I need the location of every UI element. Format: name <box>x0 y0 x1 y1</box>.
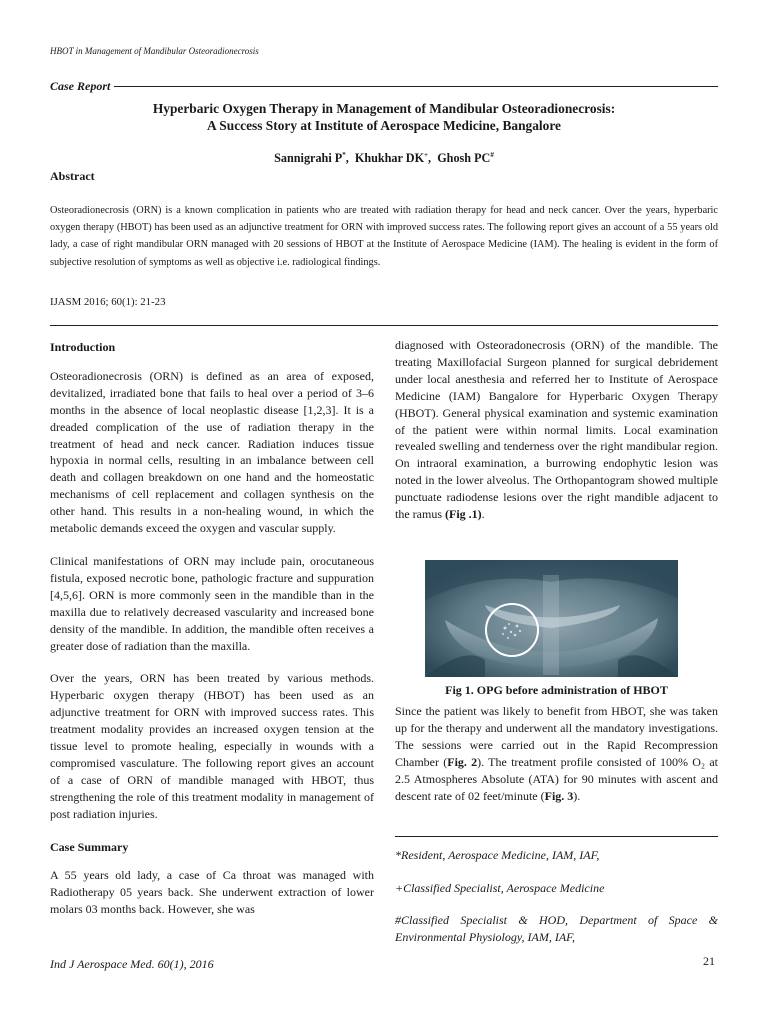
author-3: Ghosh PC <box>437 151 491 166</box>
intro-paragraph-2: Clinical manifestations of ORN may include pain, orocutaneous fistula, exposed necrotic bone, pathologic fracture and suppuration [4,5,6]. ORN is more commonly seen in the mandible than in the maxilla due to relatively decreased vascularity and increased bone density of the mandible. In addition, the mandible often receives a greater dose of radiation than the maxilla. <box>50 553 374 653</box>
right-paragraph-1 <box>395 337 718 523</box>
footnote-rule <box>395 836 718 837</box>
author-1-mark: * <box>342 151 346 159</box>
figure-caption: Fig 1. OPG before administration of HBOT <box>445 683 668 697</box>
right-paragraph-2c: ). <box>573 788 581 803</box>
intro-heading: Introduction <box>50 340 116 354</box>
right-column-lower <box>395 703 718 820</box>
fig3-ref: Fig. 3 <box>544 788 574 803</box>
intro-paragraph-3: Over the years, ORN has been treated by various methods. Hyperbaric oxygen therapy (HBOT) has been used as an adjunctive treatment for ORN with improved success rates. This treatment modality provides an increased oxygen tension at the tissue level to promote healing, especially in wounds with a compromised vasculature. The following report gives an account of a case of ORN of mandible managed with HBOT, thus strengthening the role of this treatment modality in management of post radiation injuries. <box>50 671 374 821</box>
right-paragraph-2a: Since the patient was likely to benefit from HBOT, she was taken up for the therapy and underwent all the mandatory investigations. The sessions were carried out in the Rapid Recompression Chamber ( <box>395 704 718 769</box>
fig2-ref: Fig. 2 <box>447 754 478 769</box>
author-list <box>50 151 718 166</box>
running-head: HBOT in Management of Mandibular Osteoradionecrosis <box>50 46 259 56</box>
section-label: Case Report <box>50 79 114 94</box>
author-2-mark: + <box>424 151 429 159</box>
abstract-text: Osteoradionecrosis (ORN) is a known complication in patients who are treated with radiation therapy for head and neck cancer. Over the years, hyperbaric oxygen therapy (HBOT) has been used as an adjunctive treatment for ORN with improved success rates. The following report gives an account of a 55 years old lady, a case of right mandibular ORN managed with 20 sessions of HBOT at the Institute of Aerospace Medicine (IAM). The healing is evident in the form of subjective resolution of symptoms as well as objective i.e. radiological findings. <box>50 205 718 268</box>
right-paragraph-1-end: . <box>481 507 485 522</box>
footnote-1: *Resident, Aerospace Medicine, IAM, IAF, <box>395 848 600 862</box>
author-3-mark: # <box>490 151 494 159</box>
footnote-2: +Classified Specialist, Aerospace Medicine <box>395 880 605 895</box>
case-heading: Case Summary <box>50 839 129 854</box>
author-2: Khukhar DK <box>354 151 425 166</box>
title-line-1: Hyperbaric Oxygen Therapy in Management of Mandibular Osteoradionecrosis: <box>152 101 616 116</box>
abstract-rule <box>50 325 718 326</box>
radiograph-image <box>425 560 678 677</box>
citation: IJASM 2016; 60(1): 21-23 <box>50 296 166 308</box>
header-rule <box>50 86 718 87</box>
left-column <box>50 339 374 934</box>
author-sep-1: , <box>345 151 349 166</box>
abstract-heading: Abstract <box>50 169 95 183</box>
right-paragraph-1-text: diagnosed with Osteoradonecrosis (ORN) of the mandible. The treating Maxillofacial Surgeon planned for surgical debridement under local anesthesia and referred her to Institute of Aerospace Medicine (IAM) Bangalore for Hyperbaric Oxygen Therapy (HBOT). General physical examination and systemic examination of the patient were within normal limits. Local examination revealed swelling and tenderness over the right mandibular region. On intraoral examination, a burrowing endophytic lesion was noted in the lower alveolus. The Orthopantogram showed multiple punctuate radiodense lesions over the right mandible adjacent to the ramus <box>395 338 718 522</box>
footer-journal: Ind J Aerospace Med. 60(1), 2016 <box>50 957 214 971</box>
right-paragraph-2b: ). The treatment profile consisted of 100% O₂ at 2.5 Atmospheres Absolute (ATA) for 90 minutes with ascent and descent rate of 02 feet/minute ( <box>395 754 719 803</box>
fig1-ref: (Fig .1) <box>445 507 482 522</box>
title-line-2: A Success Story at Institute of Aerospace Medicine, Bangalore <box>207 118 561 133</box>
intro-paragraph-1: Osteoradionecrosis (ORN) is defined as an area of exposed, devitalized, irradiated bone that fails to heal over a period of 3–6 months in the absence of local neoplastic disease [1,2,3]. It is a dreaded complication of the use of radiation therapy in the treatment of head and neck cancer. Radiation induces tissue hypoxia in normal cells, resulting in an imbalance between cell death and collagen breakdown on one hand and the homeostatic mechanisms of cell replacement and collagen synthesis on the other hand. This results in a non-healing wound, in which the metabolic demands exceed the oxygen and vascular supply. <box>50 368 374 536</box>
author-sep-2: , <box>428 151 432 166</box>
right-paragraph-2 <box>395 703 718 804</box>
article-title <box>50 100 718 134</box>
case-paragraph-1: A 55 years old lady, a case of Ca throat was managed with Radiotherapy 05 years back. She underwent extraction of lower molars 03 months back. However, she was <box>50 868 374 917</box>
author-1: Sannigrahi P <box>274 151 343 166</box>
footnotes <box>395 847 718 961</box>
opg-radiograph <box>425 560 678 677</box>
right-column <box>395 337 718 539</box>
footnote-3: #Classified Specialist & HOD, Department of Space & Environmental Physiology, IAM, IAF, <box>395 913 718 944</box>
page-number: 21 <box>703 954 715 968</box>
